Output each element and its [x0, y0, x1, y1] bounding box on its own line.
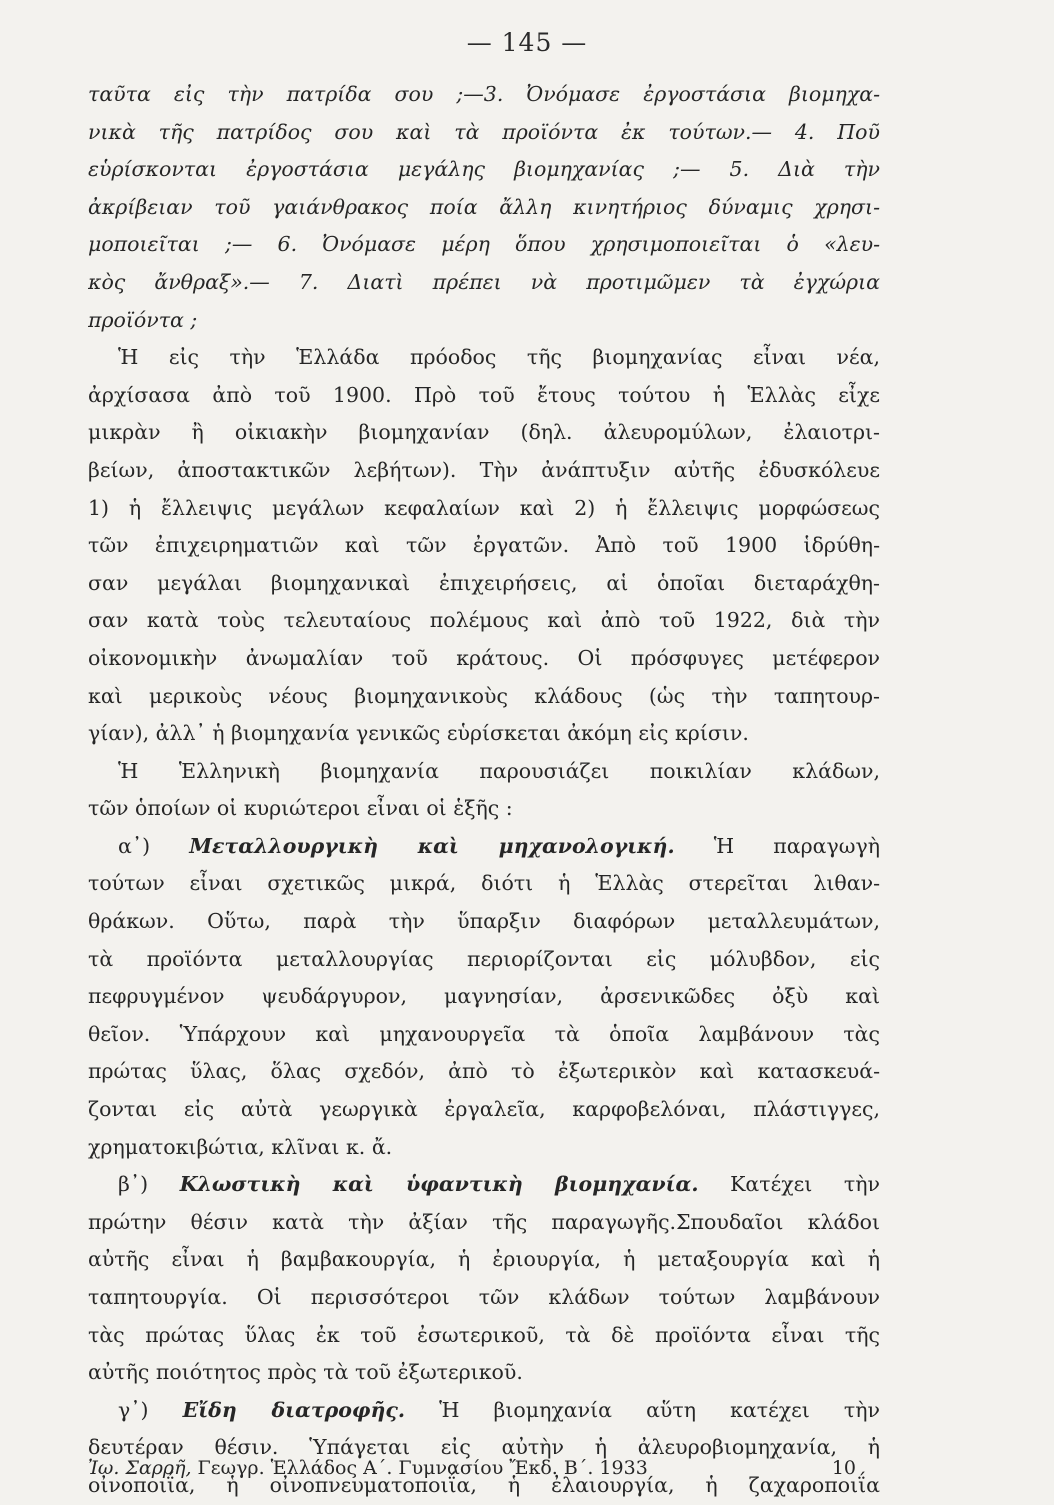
paragraph-line: θράκων. Οὕτω, παρὰ τὴν ὕπαρξιν διαφόρων μεταλλευμάτων,: [88, 909, 880, 934]
page-footer: [88, 1457, 856, 1479]
paragraph-line: τὰ προϊόντα μεταλλουργίας περιορίζονται εἰς μόλυβδον, εἰς: [88, 946, 880, 971]
paragraph-line: τῶν ὁποίων οἱ κυριώτεροι εἶναι οἱ ἑξῆς :: [88, 796, 513, 821]
page-number: — 145 —: [466, 28, 588, 57]
section-label: α᾽): [118, 833, 151, 858]
question-line: εὑρίσκονται ἐργοστάσια μεγάλης βιομηχανίας ;— 5. Διὰ τὴν: [88, 157, 880, 182]
paragraph-line: χρηματοκιβώτια, κλῖναι κ. ἄ.: [88, 1134, 393, 1159]
section-a-heading-line: [88, 828, 880, 866]
paragraph-line: 1) ἡ ἔλλειψις μεγάλων κεφαλαίων καὶ 2) ἡ ἔλλειψις μορφώσεως: [88, 495, 880, 520]
paragraph-line: καὶ μερικοὺς νέους βιομηχανικοὺς κλάδους (ὡς τὴν ταπητουρ-: [88, 683, 880, 708]
question-line: προϊόντα ;: [88, 307, 198, 332]
paragraph-line: μικρὰν ἢ οἰκιακὴν βιομηχανίαν (δηλ. ἀλευρομύλων, ἐλαιοτρι-: [88, 420, 880, 445]
paragraph-line: θεῖον. Ὑπάρχουν καὶ μηχανουργεῖα τὰ ὁποῖα λαμβάνουν τὰς: [88, 1021, 880, 1046]
paragraph-line: πεφρυγμένον ψευδάργυρον, μαγνησίαν, ἀρσενικῶδες ὀξὺ καὶ: [88, 984, 880, 1009]
paragraph-line: βείων, ἀποστακτικῶν λεβήτων). Τὴν ἀνάπτυξιν αὐτῆς ἐδυσκόλευε: [88, 457, 880, 482]
section-heading-rest: Ἡ παραγωγὴ: [713, 833, 880, 858]
paragraph-line: Ἡ εἰς τὴν Ἑλλάδα πρόοδος τῆς βιομηχανίας εἶναι νέα,: [118, 345, 880, 370]
question-line: νικὰ τῆς πατρίδος σου καὶ τὰ προϊόντα ἐκ τούτων.— 4. Ποῦ: [88, 119, 880, 144]
section-label: β᾽): [118, 1172, 149, 1197]
footer-author: Ἰω. Σαρρῆ,: [88, 1457, 192, 1479]
section-b-heading-line: [88, 1166, 880, 1204]
question-line: κὸς ἄνθραξ».— 7. Διατὶ πρέπει νὰ προτιμῶμεν τὰ ἐγχώρια: [88, 269, 880, 294]
paragraph-line: ζονται εἰς αὐτὰ γεωργικὰ ἐργαλεῖα, καρφοβελόναι, πλάστιγγες,: [88, 1097, 880, 1122]
question-line: μοποιεῖται ;— 6. Ὀνόμασε μέρη ὅπου χρησιμοποιεῖται ὁ «λευ-: [88, 232, 880, 257]
paragraph-line: ἀρχίσασα ἀπὸ τοῦ 1900. Πρὸ τοῦ ἔτους τούτου ἡ Ἑλλὰς εἶχε: [88, 382, 880, 407]
paragraph-line: δευτέραν θέσιν. Ὑπάγεται εἰς αὐτὴν ἡ ἀλευροβιομηχανία, ἡ: [88, 1435, 880, 1460]
paragraph-line: σαν κατὰ τοὺς τελευταίους πολέμους καὶ ἀπὸ τοῦ 1922, διὰ τὴν: [88, 608, 880, 633]
question-line: ἀκρίβειαν τοῦ γαιάνθρακος ποία ἄλλη κινητήριος δύναμις χρησι-: [88, 194, 880, 219]
body-text: [88, 76, 880, 1505]
paragraph-line: οἰνοποιΐα, ἡ οἰνοπνευματοποιΐα, ἡ ἐλαιουργία, ἡ ζαχαροποιΐα: [88, 1472, 880, 1497]
paragraph-line: αὐτῆς εἶναι ἡ βαμβακουργία, ἡ ἐριουργία, ἡ μεταξουργία καὶ ἡ: [88, 1247, 880, 1272]
section-label: γ᾽): [118, 1397, 149, 1422]
paragraph-line: ταπητουργία. Οἱ περισσότεροι τῶν κλάδων τούτων λαμβάνουν: [88, 1285, 880, 1309]
paragraph-line: σαν μεγάλαι βιομηχανικαὶ ἐπιχειρήσεις, αἱ ὁποῖαι διεταράχθη-: [88, 570, 880, 595]
paragraph-line: Ἡ Ἑλληνικὴ βιομηχανία παρουσιάζει ποικιλίαν κλάδων,: [118, 758, 880, 783]
section-c-heading-line: [88, 1392, 880, 1430]
section-heading-rest: Κατέχει τὴν: [730, 1172, 880, 1197]
question-line: ταῦτα εἰς τὴν πατρίδα σου ;—3. Ὀνόμασε ἐργοστάσια βιομηχα-: [88, 82, 880, 106]
paragraph-line: τὰς πρώτας ὕλας ἐκ τοῦ ἐσωτερικοῦ, τὰ δὲ προϊόντα εἶναι τῆς: [88, 1322, 880, 1347]
paragraph-line: πρώτας ὕλας, ὅλας σχεδόν, ἀπὸ τὸ ἐξωτερικὸν καὶ κατασκευά-: [88, 1059, 880, 1084]
paragraph-line: γίαν), ἀλλ᾽ ἡ βιομηχανία γενικῶς εὑρίσκεται ἀκόμη εἰς κρίσιν.: [88, 721, 749, 746]
paragraph-line: τῶν ἐπιχειρηματιῶν καὶ τῶν ἐργατῶν. Ἀπὸ τοῦ 1900 ἱδρύθη-: [88, 533, 880, 558]
section-heading: Μεταλλουργικὴ καὶ μηχανολογική.: [189, 833, 675, 858]
paragraph-line: πρώτην θέσιν κατὰ τὴν ἀξίαν τῆς παραγωγῆς.Σπουδαῖοι κλάδοι: [88, 1209, 880, 1234]
paragraph-line: οἰκονομικὴν ἀνωμαλίαν τοῦ κράτους. Οἱ πρόσφυγες μετέφερον: [88, 645, 880, 670]
footer-book-info: Γεωγρ. Ἑλλάδος Α΄. Γυμνασίου Ἔκδ. Β΄. 1933: [197, 1457, 648, 1479]
footer-sheet-number: 10: [831, 1457, 856, 1479]
section-heading: Εἴδη διατροφῆς.: [182, 1397, 405, 1422]
section-heading-rest: Ἡ βιομηχανία αὕτη κατέχει τὴν: [439, 1397, 880, 1422]
section-heading: Κλωστικὴ καὶ ὑφαντικὴ βιομηχανία.: [179, 1172, 699, 1197]
paragraph-line: τούτων εἶναι σχετικῶς μικρά, διότι ἡ Ἑλλὰς στερεῖται λιθαν-: [88, 871, 880, 896]
paragraph-line: αὐτῆς ποιότητος πρὸς τὰ τοῦ ἐξωτερικοῦ.: [88, 1360, 523, 1385]
